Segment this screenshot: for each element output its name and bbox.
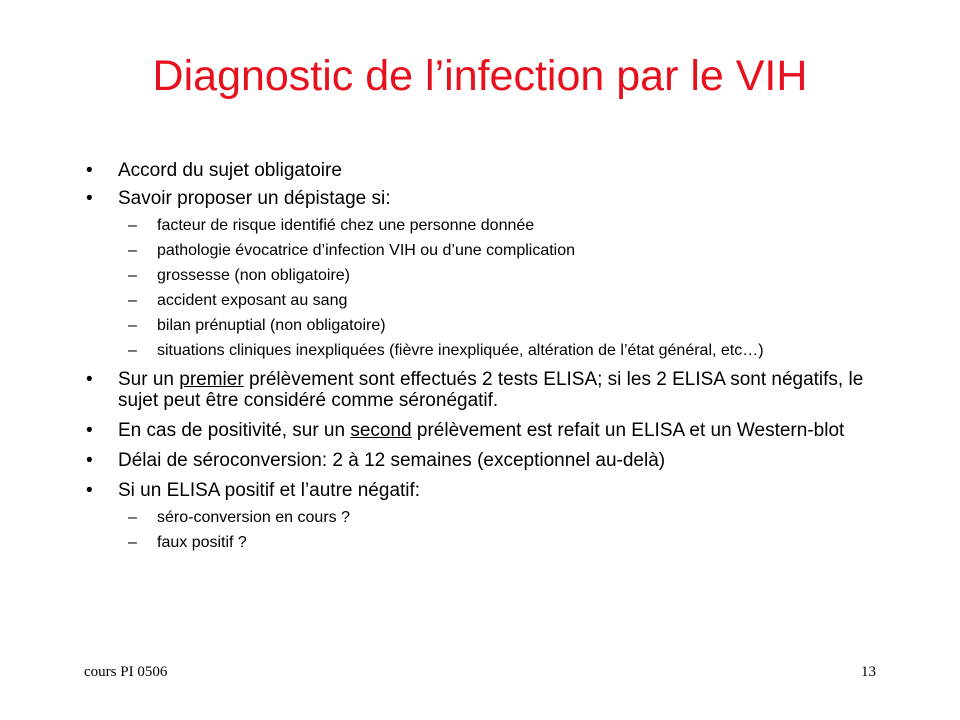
bullet-text: Délai de séroconversion: 2 à 12 semaines (exceptionnel au-delà)	[118, 450, 666, 471]
bullet-text-part: prélèvement sont effectués 2 tests ELISA; si les 2 ELISA sont négatifs, le sujet peut être considéré comme séronégatif.	[118, 369, 864, 411]
bullet-marker: •	[86, 160, 93, 181]
sub-item-prenuptial	[84, 316, 864, 335]
bullet-marker: •	[86, 450, 93, 471]
sub-marker: –	[128, 267, 137, 284]
sub-text: accident exposant au sang	[157, 292, 348, 309]
bullet-text-part: prélèvement est refait un ELISA et un Western-blot	[411, 420, 845, 441]
bullet-text-part: Sur un	[118, 369, 180, 390]
bullet-marker: •	[86, 420, 93, 441]
footer-course-label: cours PI 0506	[84, 664, 168, 680]
bullet-text: Accord du sujet obligatoire	[118, 160, 342, 181]
sub-item-risk-factor	[84, 216, 864, 235]
sub-marker: –	[128, 342, 137, 359]
sub-item-clinical-situations	[84, 341, 864, 360]
sub-text: facteur de risque identifié chez une personne donnée	[157, 217, 535, 234]
sub-text: bilan prénuptial (non obligatoire)	[157, 317, 386, 334]
bullet-text: Si un ELISA positif et l’autre négatif:	[118, 480, 421, 501]
bullet-text: Savoir proposer un dépistage si:	[118, 188, 391, 209]
sub-item-pathology	[84, 241, 864, 260]
slide-title: Diagnostic de l’infection par le VIH	[152, 52, 808, 100]
bullet-item-screening	[84, 188, 864, 209]
sub-text: situations cliniques inexpliquées (fièvre inexpliquée, altération de l’état général, etc…)	[157, 342, 764, 359]
underlined-word: second	[350, 420, 412, 441]
footer-page-number: 13	[861, 664, 876, 680]
sub-item-pregnancy	[84, 266, 864, 285]
sub-marker: –	[128, 317, 137, 334]
sub-marker: –	[128, 217, 137, 234]
bullet-marker: •	[86, 369, 93, 390]
bullet-item-first-sample	[84, 369, 864, 411]
sub-text: pathologie évocatrice d’infection VIH ou d’une complication	[157, 242, 576, 259]
bullet-item-seroconversion-delay	[84, 450, 864, 471]
bullet-marker: •	[86, 188, 93, 209]
sub-item-blood-exposure	[84, 291, 864, 310]
sub-marker: –	[128, 242, 137, 259]
sub-marker: –	[128, 534, 137, 551]
bullet-item-discordant-elisa	[84, 480, 864, 501]
sub-text: faux positif ?	[157, 534, 247, 551]
slide-content	[84, 160, 864, 558]
sub-item-ongoing-seroconversion	[84, 508, 864, 527]
sub-item-false-positive	[84, 533, 864, 552]
bullet-item-consent	[84, 160, 864, 181]
sub-text: séro-conversion en cours ?	[157, 509, 350, 526]
sub-marker: –	[128, 292, 137, 309]
bullet-marker: •	[86, 480, 93, 501]
sub-text: grossesse (non obligatoire)	[157, 267, 350, 284]
underlined-word: premier	[179, 369, 244, 390]
bullet-item-second-sample	[84, 420, 864, 441]
bullet-text-part: En cas de positivité, sur un	[118, 420, 351, 441]
sub-marker: –	[128, 509, 137, 526]
